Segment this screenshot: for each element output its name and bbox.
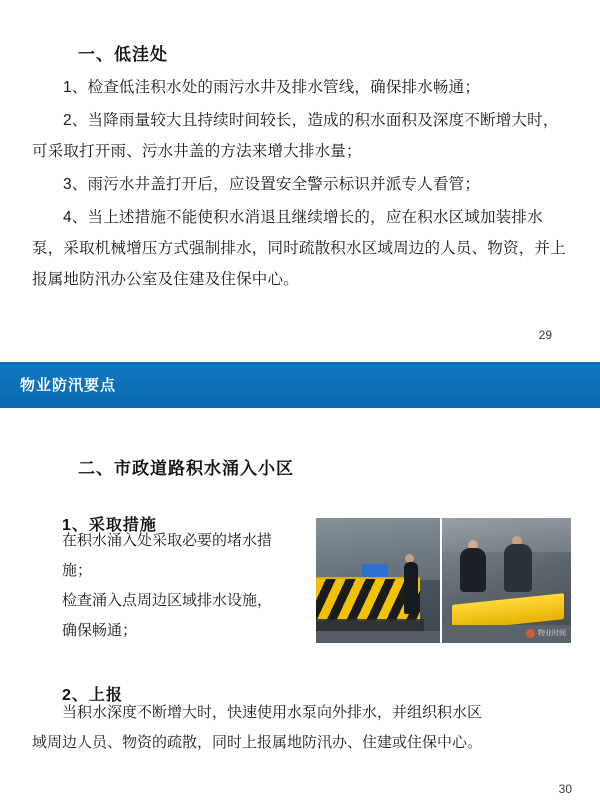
slide2-page-number: 30 — [558, 782, 572, 796]
photo-watermark — [526, 628, 566, 638]
photo-right-person2-body — [504, 544, 532, 592]
slide1-paragraph-3: 3、雨污水井盖打开后，应设置安全警示标识并派专人看管； — [63, 176, 481, 193]
slide-low-lying-areas — [0, 0, 600, 362]
slide2-section1-line-3: 检查涌入点周边区域排水设施， — [62, 592, 273, 609]
slide1-paragraph-2: 2、当降雨量较大且持续时间较长，造成的积水面积及深度不断增大时，可采取打开雨、污水井盖的方法来增大排水量； — [32, 112, 559, 160]
slide1-page-number: 29 — [538, 328, 552, 342]
slide2-photo-group — [316, 518, 571, 643]
photo-left-person-body — [404, 562, 418, 614]
slide2-section2-line-2: 域周边人员、物资的疏散，同时上报属地防汛办、住建或住保中心。 — [32, 734, 483, 751]
slide2-section2-text — [32, 698, 572, 758]
watermark-logo-icon — [526, 629, 535, 638]
slide2-section1-line-4: 确保畅通； — [62, 622, 138, 639]
slide2-heading: 二、市政道路积水涌入小区 — [78, 459, 294, 479]
slide1-paragraph-1: 1、检查低洼积水处的雨污水井及排水管线，确保排水畅通； — [63, 79, 481, 96]
slide2-section1-line-2: 施； — [62, 562, 93, 579]
watermark-label: 物业时间 — [538, 630, 566, 637]
slide2-section1-heading: 1、采取措施 — [62, 517, 157, 534]
slide2-section2-heading: 2、上报 — [62, 687, 123, 704]
slide1-paragraph-4: 4、当上述措施不能使积水消退且继续增长的，应在积水区域加装排水泵，采取机械增压方式强制排水，同时疏散积水区域周边的人员、物资，并上报属地防汛办公室及住建及住保中心。 — [32, 209, 566, 288]
section-banner-title: 物业防汛要点 — [20, 377, 117, 394]
slide2-section1-line-1: 在积水涌入处采取必要的堵水措 — [62, 532, 273, 549]
photo-right-person1-body — [460, 548, 486, 592]
slide2-section2-line-1: 当积水深度不断增大时，快速使用水泵向外排水，并组织积水区 — [62, 704, 483, 721]
photo-flood-barrier — [316, 518, 440, 643]
photo-left-floor — [316, 631, 440, 643]
slide1-body — [32, 72, 568, 297]
slide1-heading: 一、低洼处 — [78, 45, 168, 65]
slide-road-water-inflow — [0, 408, 600, 810]
photo-installing-barrier — [442, 518, 571, 643]
slide2-section1-text — [62, 526, 312, 646]
